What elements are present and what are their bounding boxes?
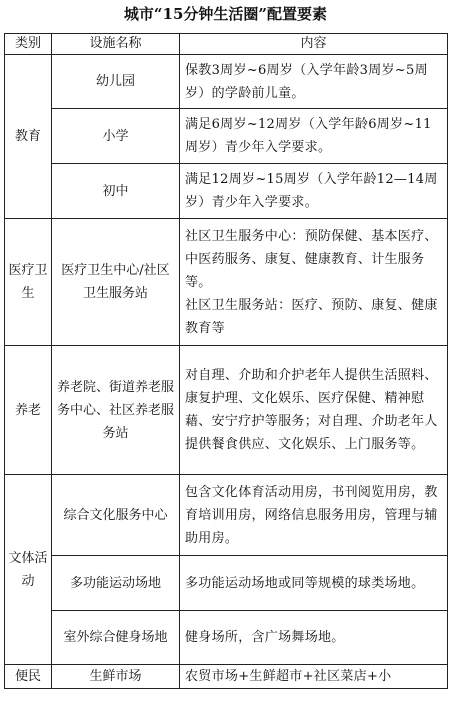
table-row [5,219,448,346]
table-row [5,665,448,689]
table-row [5,556,448,611]
table-row [5,611,448,665]
facility-name: 幼儿园 [52,55,180,109]
facility-content: 农贸市场+生鲜超市+社区菜店+小 [180,665,448,689]
header-facility: 设施名称 [52,34,180,55]
facility-name: 养老院、街道养老服务中心、社区养老服务站 [52,346,180,475]
category-elderly: 养老 [5,346,52,475]
facility-name: 生鲜市场 [52,665,180,689]
table-row [5,55,448,109]
category-convenience: 便民 [5,665,52,689]
facility-content: 满足6周岁~12周岁（入学年龄6周岁~11周岁）青少年入学要求。 [180,109,448,164]
facility-content: 对自理、介助和介护老年人提供生活照料、康复护理、文化娱乐、医疗保健、精神慰藉、安宁疗护等服务；对自理、介助老年人提供餐食供应、文化娱乐、上门服务等。 [180,346,448,475]
config-table [4,33,448,689]
table-row [5,164,448,219]
facility-content [180,219,448,346]
document-title: 城市“15分钟生活圈”配置要素 [123,5,328,23]
table-row [5,346,448,475]
header-content: 内容 [180,34,448,55]
facility-content: 健身场所，含广场舞场地。 [180,611,448,665]
facility-name: 室外综合健身场地 [52,611,180,665]
facility-content: 保教3周岁~6周岁（入学年龄3周岁~5周岁）的学龄前儿童。 [180,55,448,109]
facility-content: 多功能运动场地或同等规模的球类场地。 [180,556,448,611]
table-header-row [5,34,448,55]
content-paragraph: 社区卫生服务中心：预防保健、基本医疗、中医药服务、康复、健康教育、计生服务等。 [185,228,438,290]
category-culture: 文体活动 [5,475,52,665]
facility-name: 多功能运动场地 [52,556,180,611]
header-category: 类别 [5,34,52,55]
facility-name: 小学 [52,109,180,164]
facility-content: 包含文化体育活动用房，书刊阅览用房，教育培训用房，网络信息服务用房，管理与辅助用房。 [180,475,448,556]
facility-content: 满足12周岁~15周岁（入学年龄12—14周岁）青少年入学要求。 [180,164,448,219]
facility-name: 综合文化服务中心 [52,475,180,556]
facility-name: 医疗卫生中心/社区卫生服务站 [52,219,180,346]
content-paragraph: 社区卫生服务站：医疗、预防、康复、健康教育等 [185,297,438,336]
table-row [5,475,448,556]
facility-name: 初中 [52,164,180,219]
category-medical: 医疗卫生 [5,219,52,346]
table-row [5,109,448,164]
category-education: 教育 [5,55,52,219]
